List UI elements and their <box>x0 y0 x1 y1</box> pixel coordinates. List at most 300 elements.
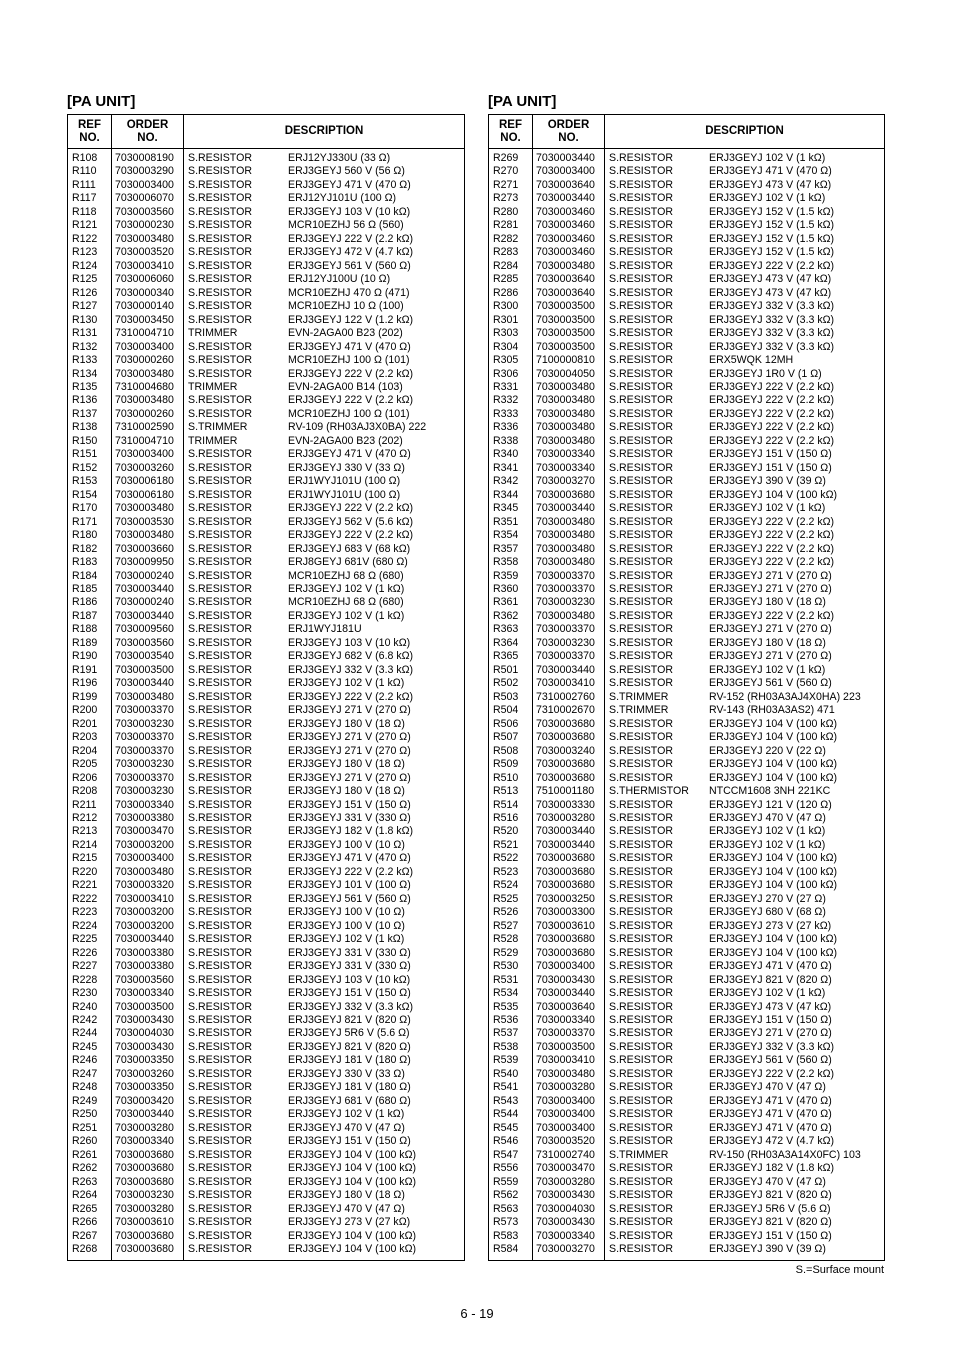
order-no-cell: 7030003400 <box>533 165 605 178</box>
part-type: S.RESISTOR <box>188 461 252 474</box>
description-cell <box>605 219 885 232</box>
ref-no-cell: R358 <box>493 556 519 569</box>
order-no-cell: 7030004030 <box>112 1027 184 1040</box>
part-type: S.RESISTOR <box>188 973 252 986</box>
part-type: S.TRIMMER <box>609 690 669 703</box>
order-no-cell: 7030003680 <box>112 1176 184 1189</box>
part-type: S.RESISTOR <box>609 152 673 164</box>
part-value: ERJ3GEYJ 271 V (270 Ω) <box>709 1027 832 1040</box>
description-cell <box>184 1108 465 1121</box>
ref-no-cell: R215 <box>72 852 98 865</box>
ref-no-cell: R506 <box>493 717 519 730</box>
part-type: S.RESISTOR <box>609 879 673 892</box>
description-cell <box>605 799 885 812</box>
table-row <box>489 1176 885 1189</box>
description-cell <box>184 206 465 219</box>
ref-no-cell: R345 <box>493 502 519 515</box>
part-value: EVN-2AGA00 B23 (202) <box>288 327 403 340</box>
order-no-cell: 7030003460 <box>533 219 605 232</box>
part-value: ERJ3GEYJ 332 V (3.3 kΩ) <box>709 1040 835 1053</box>
part-value: ERJ3GEYJ 104 V (100 kΩ) <box>709 771 838 784</box>
part-type: S.RESISTOR <box>188 165 252 178</box>
ref-no-cell: R525 <box>493 892 519 905</box>
part-type: S.RESISTOR <box>609 232 673 245</box>
order-no-cell: 7030003440 <box>112 610 184 623</box>
part-type: S.RESISTOR <box>609 542 673 555</box>
description-cell <box>184 381 465 394</box>
order-no-cell: 7030003500 <box>533 1041 605 1054</box>
table-row <box>489 933 885 946</box>
table-row <box>68 354 465 367</box>
part-value: ERX5WQK 12MH <box>709 354 794 367</box>
order-no-cell: 7030003440 <box>112 677 184 690</box>
ref-no-cell: R354 <box>493 529 519 542</box>
order-no-cell: 7030003470 <box>112 825 184 838</box>
part-type: S.RESISTOR <box>188 1014 252 1026</box>
table-row <box>68 1216 465 1229</box>
table-row <box>68 462 465 475</box>
ref-no-cell: R111 <box>72 178 96 191</box>
ref-no-cell: R510 <box>493 771 519 784</box>
table-row <box>489 1230 885 1243</box>
description-cell <box>184 1041 465 1054</box>
ref-no-cell: R503 <box>493 690 519 703</box>
part-type: S.RESISTOR <box>609 273 673 286</box>
description-cell <box>605 839 885 852</box>
order-no-cell: 7030003340 <box>533 448 605 461</box>
description-cell <box>605 206 885 219</box>
description-cell <box>184 583 465 596</box>
part-value: ERJ3GEYJ 151 V (150 Ω) <box>709 461 832 474</box>
order-no-cell: 7030003480 <box>112 529 184 542</box>
table-row <box>68 812 465 825</box>
part-value: ERJ3GEYJ 821 V (820 Ω) <box>709 1216 832 1229</box>
ref-no-cell: R333 <box>493 407 519 420</box>
description-cell <box>184 704 465 717</box>
description-cell <box>605 825 885 838</box>
order-no-cell: 7030006070 <box>112 192 184 205</box>
description-cell <box>184 233 465 246</box>
table-row <box>68 341 465 354</box>
part-value: ERJ3GEYJ 151 V (150 Ω) <box>709 1229 832 1242</box>
part-value: ERJ3GEYJ 470 V (47 Ω) <box>709 1081 826 1094</box>
ref-no-cell: R199 <box>72 690 98 703</box>
table-row <box>68 516 465 529</box>
order-no-cell: 7030003250 <box>533 893 605 906</box>
table-row <box>489 799 885 812</box>
description-cell <box>605 260 885 273</box>
description-cell <box>605 448 885 461</box>
description-cell <box>605 165 885 178</box>
part-type: S.RESISTOR <box>609 327 673 340</box>
part-value: ERJ3GEYJ 222 V (2.2 kΩ) <box>288 232 414 245</box>
table-row <box>68 718 465 731</box>
description-cell <box>605 341 885 354</box>
description-cell <box>184 529 465 542</box>
description-cell <box>605 1041 885 1054</box>
description-cell <box>605 502 885 515</box>
table-header-row <box>68 115 465 149</box>
part-type: S.RESISTOR <box>188 946 252 959</box>
part-value: ERJ3GEYJ 222 V (2.2 kΩ) <box>709 1067 835 1080</box>
table-row <box>489 825 885 838</box>
order-no-cell: 7030003280 <box>112 1203 184 1216</box>
table-row <box>68 1203 465 1216</box>
order-no-cell: 7030003500 <box>533 300 605 313</box>
part-type: S.RESISTOR <box>609 286 673 299</box>
part-type: S.RESISTOR <box>188 178 252 191</box>
table-row <box>68 287 465 300</box>
part-type: S.RESISTOR <box>188 152 252 164</box>
description-cell <box>605 1001 885 1014</box>
description-cell <box>605 947 885 960</box>
ref-no-cell: R187 <box>72 609 98 622</box>
ref-no-cell: R559 <box>493 1175 519 1188</box>
ref-no-cell: R191 <box>72 663 98 676</box>
order-no-cell: 7030009560 <box>112 623 184 636</box>
order-no-cell: 7030003640 <box>533 1001 605 1014</box>
table-row <box>68 960 465 973</box>
ref-no-cell: R221 <box>72 879 98 892</box>
description-cell <box>605 1054 885 1067</box>
part-type: S.RESISTOR <box>609 569 673 582</box>
ref-no-cell: R131 <box>72 327 98 340</box>
part-type: S.RESISTOR <box>609 933 673 946</box>
part-value: ERJ3GEYJ 561 V (560 Ω) <box>288 259 411 272</box>
part-value: ERJ3GEYJ 271 V (270 Ω) <box>288 771 411 784</box>
order-no-cell: 7030003540 <box>112 650 184 663</box>
part-type: S.RESISTOR <box>609 677 673 690</box>
description-cell <box>605 960 885 973</box>
order-no-cell: 7030003500 <box>533 327 605 340</box>
part-type: S.RESISTOR <box>609 919 673 932</box>
part-value: ERJ3GEYJ 330 V (33 Ω) <box>288 1067 405 1080</box>
part-value: ERJ3GEYJ 182 V (1.8 kΩ) <box>709 1162 835 1175</box>
part-value: ERJ3GEYJ 332 V (3.3 kΩ) <box>709 340 835 353</box>
ref-no-cell: R301 <box>493 313 519 326</box>
ref-no-cell: R528 <box>493 933 519 946</box>
description-cell <box>184 219 465 232</box>
part-value: ERJ3GEYJ 222 V (2.2 kΩ) <box>709 609 835 622</box>
part-value: EVN-2AGA00 B23 (202) <box>288 434 403 447</box>
ref-no-cell: R223 <box>72 906 98 919</box>
part-value: ERJ3GEYJ 102 V (1 kΩ) <box>709 987 826 1000</box>
order-no-cell: 7030003480 <box>112 691 184 704</box>
ref-no-cell: R213 <box>72 825 98 838</box>
description-cell <box>184 1122 465 1135</box>
table-row <box>489 489 885 502</box>
part-type: S.RESISTOR <box>188 1175 252 1188</box>
description-cell <box>184 394 465 407</box>
part-value: ERJ3GEYJ 471 V (470 Ω) <box>288 178 411 191</box>
part-value: ERJ3GEYJ 473 V (47 kΩ) <box>709 178 832 191</box>
table-row <box>68 785 465 798</box>
part-value: ERJ3GEYJ 560 V (56 Ω) <box>288 165 405 178</box>
part-type: S.RESISTOR <box>188 758 252 771</box>
description-cell <box>184 1095 465 1108</box>
part-type: S.RESISTOR <box>188 865 252 878</box>
part-type: S.RESISTOR <box>188 259 252 272</box>
description-cell <box>605 664 885 677</box>
part-type: S.RESISTOR <box>188 785 252 798</box>
table-row <box>68 246 465 259</box>
part-type: S.RESISTOR <box>609 246 673 259</box>
ref-no-cell: R242 <box>72 1014 98 1026</box>
table-row <box>489 1001 885 1014</box>
part-type: S.RESISTOR <box>609 987 673 1000</box>
table-row <box>489 987 885 1000</box>
ref-no-cell: R189 <box>72 636 98 649</box>
part-type: S.RESISTOR <box>609 259 673 272</box>
description-cell <box>605 933 885 946</box>
part-value: ERJ3GEYJ 102 V (1 kΩ) <box>709 838 826 851</box>
part-value: MCR10EZHJ 10 Ω (100) <box>288 300 404 313</box>
order-no-cell: 7030006180 <box>112 489 184 502</box>
part-value: ERJ3GEYJ 180 V (18 Ω) <box>288 785 405 798</box>
part-value: ERJ3GEYJ 151 V (150 Ω) <box>288 987 411 1000</box>
part-type: S.RESISTOR <box>188 1189 252 1202</box>
order-no-cell: 7030003370 <box>533 570 605 583</box>
part-value: ERJ3GEYJ 390 V (39 Ω) <box>709 475 826 488</box>
part-type: S.RESISTOR <box>188 286 252 299</box>
order-no-cell: 7030003430 <box>112 1014 184 1027</box>
description-cell <box>605 650 885 663</box>
order-no-cell: 7310002670 <box>533 704 605 717</box>
description-cell <box>184 852 465 865</box>
part-type: S.RESISTOR <box>188 394 252 407</box>
description-cell <box>605 1068 885 1081</box>
part-type: S.RESISTOR <box>188 569 252 582</box>
order-no-cell: 7310004710 <box>112 327 184 340</box>
description-cell <box>605 1108 885 1121</box>
part-type: S.RESISTOR <box>188 811 252 824</box>
part-value: ERJ3GEYJ 104 V (100 kΩ) <box>709 865 838 878</box>
part-value: ERJ3GEYJ 473 V (47 kΩ) <box>709 286 832 299</box>
part-type: S.RESISTOR <box>609 1216 673 1229</box>
table-row <box>489 287 885 300</box>
part-value: ERJ3GEYJ 270 V (27 Ω) <box>709 892 826 905</box>
ref-no-cell: R303 <box>493 327 519 340</box>
table-row <box>489 785 885 798</box>
ref-no-cell: R183 <box>72 556 98 569</box>
description-cell <box>605 246 885 259</box>
part-value: ERJ3GEYJ 390 V (39 Ω) <box>709 1242 826 1255</box>
part-value: ERJ3GEYJ 271 V (270 Ω) <box>288 731 411 744</box>
part-value: ERJ3GEYJ 332 V (3.3 kΩ) <box>288 663 414 676</box>
order-no-cell: 7030003680 <box>533 718 605 731</box>
description-cell <box>184 354 465 367</box>
ref-no-cell: R180 <box>72 529 98 542</box>
part-value: MCR10EZHJ 56 Ω (560) <box>288 219 404 232</box>
description-cell <box>605 368 885 381</box>
table-row <box>68 758 465 771</box>
order-no-cell: 7030003480 <box>112 368 184 381</box>
ref-no-cell: R135 <box>72 380 98 393</box>
part-type: S.RESISTOR <box>188 205 252 218</box>
part-value: ERJ3GEYJ 222 V (2.2 kΩ) <box>288 690 414 703</box>
description-cell <box>605 866 885 879</box>
order-no-cell: 7030003420 <box>112 1095 184 1108</box>
part-type: S.RESISTOR <box>188 1216 252 1229</box>
description-cell <box>605 273 885 286</box>
part-type: S.RESISTOR <box>188 192 252 205</box>
table-row <box>68 1041 465 1054</box>
part-type: S.RESISTOR <box>188 960 252 973</box>
ref-no-cell: R338 <box>493 434 519 447</box>
ref-no-cell: R331 <box>493 380 519 393</box>
table-row <box>68 1054 465 1067</box>
table-row <box>489 637 885 650</box>
part-type: S.TRIMMER <box>188 421 248 434</box>
description-cell <box>605 596 885 609</box>
ref-no-cell: R203 <box>72 731 98 744</box>
order-no-cell: 7030003460 <box>533 233 605 246</box>
part-value: ERJ3GEYJ 100 V (10 Ω) <box>288 919 405 932</box>
part-type: S.RESISTOR <box>609 1242 673 1255</box>
part-type: S.RESISTOR <box>188 609 252 622</box>
order-no-cell: 7030004050 <box>533 368 605 381</box>
order-no-cell: 7030003480 <box>112 866 184 879</box>
part-type: S.RESISTOR <box>188 798 252 811</box>
part-type: S.RESISTOR <box>609 178 673 191</box>
table-row <box>489 677 885 690</box>
ref-no-cell: R261 <box>72 1148 98 1161</box>
part-type: S.RESISTOR <box>188 906 252 919</box>
order-no-cell: 7030003340 <box>533 1230 605 1243</box>
part-type: S.RESISTOR <box>188 300 252 313</box>
description-cell <box>184 502 465 515</box>
part-type: S.RESISTOR <box>609 865 673 878</box>
part-type: S.RESISTOR <box>609 1175 673 1188</box>
ref-no-cell: R531 <box>493 973 519 986</box>
part-type: S.RESISTOR <box>609 205 673 218</box>
order-no-cell: 7030003480 <box>533 516 605 529</box>
table-row <box>68 825 465 838</box>
order-no-cell: 7030003200 <box>112 906 184 919</box>
order-no-cell: 7030003440 <box>112 583 184 596</box>
part-type: S.TRIMMER <box>609 704 669 717</box>
ref-no-cell: R269 <box>493 152 519 164</box>
order-no-cell: 7030003370 <box>112 772 184 785</box>
order-no-cell: 7310004680 <box>112 381 184 394</box>
table-row <box>489 852 885 865</box>
order-no-cell: 7030003480 <box>533 529 605 542</box>
description-cell <box>605 691 885 704</box>
part-type: S.RESISTOR <box>188 933 252 946</box>
table-row <box>489 327 885 340</box>
description-cell <box>184 947 465 960</box>
order-no-cell: 7030003410 <box>112 893 184 906</box>
description-cell <box>605 1216 885 1229</box>
ref-no-cell: R513 <box>493 785 519 798</box>
ref-no-cell: R190 <box>72 650 98 663</box>
order-no-cell: 7030003660 <box>112 543 184 556</box>
part-value: ERJ3GEYJ 222 V (2.2 kΩ) <box>709 556 835 569</box>
description-cell <box>184 462 465 475</box>
order-no-cell: 7030003480 <box>533 394 605 407</box>
order-no-cell: 7030003440 <box>533 987 605 1000</box>
table-row <box>489 368 885 381</box>
ref-no-cell: R204 <box>72 744 98 757</box>
ref-no-cell: R365 <box>493 650 519 663</box>
table-row <box>489 1041 885 1054</box>
description-cell <box>184 960 465 973</box>
ref-no-cell: R516 <box>493 811 519 824</box>
part-value: ERJ3GEYJ 473 V (47 kΩ) <box>709 1000 832 1013</box>
description-cell <box>605 785 885 798</box>
description-cell <box>605 1243 885 1261</box>
order-no-cell: 7030003230 <box>112 718 184 731</box>
part-value: ERJ3GEYJ 271 V (270 Ω) <box>288 744 411 757</box>
part-type: S.RESISTOR <box>609 1054 673 1067</box>
part-type: S.RESISTOR <box>609 1189 673 1202</box>
part-type: S.RESISTOR <box>609 1014 673 1026</box>
part-value: ERJ3GEYJ 103 V (10 kΩ) <box>288 973 411 986</box>
part-value: ERJ3GEYJ 332 V (3.3 kΩ) <box>709 327 835 340</box>
description-cell <box>184 448 465 461</box>
description-cell <box>184 421 465 434</box>
order-no-cell: 7030003500 <box>112 664 184 677</box>
order-no-cell: 7030003340 <box>112 1135 184 1148</box>
ref-no-cell: R583 <box>493 1229 519 1242</box>
order-no-cell: 7030003480 <box>533 408 605 421</box>
part-type: S.RESISTOR <box>609 219 673 232</box>
ref-no-cell: R244 <box>72 1027 98 1040</box>
ref-no-cell: R536 <box>493 1014 519 1026</box>
table-row <box>68 192 465 205</box>
part-type: S.RESISTOR <box>188 273 252 286</box>
ref-no-cell: R265 <box>72 1202 98 1215</box>
part-value: EVN-2AGA00 B14 (103) <box>288 380 403 393</box>
table-row <box>68 556 465 569</box>
order-no-cell: 7030003260 <box>112 1068 184 1081</box>
description-cell <box>605 852 885 865</box>
part-type: S.RESISTOR <box>609 758 673 771</box>
order-no-cell: 7030003300 <box>533 906 605 919</box>
ref-no-cell: R362 <box>493 609 519 622</box>
part-value: MCR10EZHJ 100 Ω (101) <box>288 354 410 367</box>
table-row <box>68 623 465 636</box>
order-no-cell: 7030003430 <box>112 1041 184 1054</box>
description-cell <box>605 233 885 246</box>
ref-no-cell: R222 <box>72 892 98 905</box>
order-no-cell: 7030003340 <box>533 462 605 475</box>
part-value: ERJ3GEYJ 104 V (100 kΩ) <box>288 1148 417 1161</box>
part-value: ERJ3GEYJ 122 V (1.2 kΩ) <box>288 313 414 326</box>
description-cell <box>184 543 465 556</box>
description-cell <box>605 570 885 583</box>
description-cell <box>605 772 885 785</box>
part-type: S.RESISTOR <box>609 650 673 663</box>
order-no-cell: 7030003380 <box>112 960 184 973</box>
description-cell <box>184 1149 465 1162</box>
ref-no-cell: R336 <box>493 421 519 434</box>
order-no-cell: 7030003430 <box>533 1189 605 1202</box>
description-cell <box>184 341 465 354</box>
ref-no-cell: R123 <box>72 246 98 259</box>
ref-no-cell: R208 <box>72 785 98 798</box>
table-row <box>68 408 465 421</box>
order-no-cell: 7310002740 <box>533 1149 605 1162</box>
ref-no-cell: R522 <box>493 852 519 865</box>
part-value: RV-152 (RH03A3AJ4X0HA) 223 <box>709 690 861 703</box>
ref-no-cell: R306 <box>493 367 519 380</box>
table-row <box>489 1189 885 1202</box>
table-row <box>68 677 465 690</box>
ref-no-cell: R545 <box>493 1121 519 1134</box>
part-type: S.RESISTOR <box>188 1135 252 1148</box>
part-type: S.RESISTOR <box>188 919 252 932</box>
